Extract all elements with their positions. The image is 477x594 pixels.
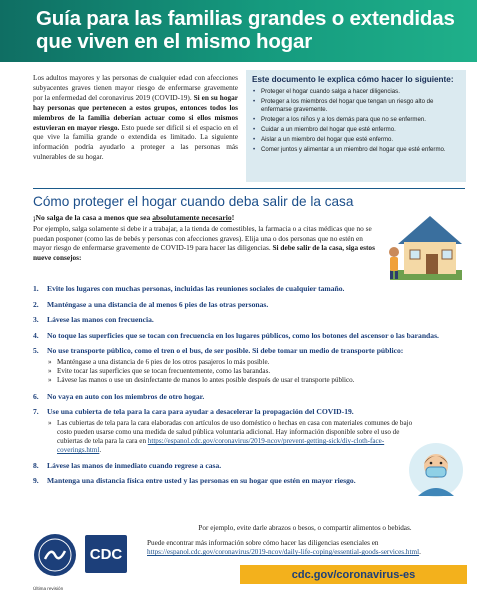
tip-text: No toque las superficies que se tocan con frecuencia en los lugares públicos, como los botones del ascensor o las barandas.: [47, 330, 439, 340]
intro-text: Los adultos mayores y las personas de cualquier edad con afecciones subyacentes graves tienen mayor riesgo de enfermarse gravemente por la enfermedad del coronavirus 2019 (COVID-19).: [33, 73, 238, 102]
face-covering-text: Las cubiertas de tela para la cara elaboradas con artículos de uso doméstico o hechas en casa con materiales comunes de bajo costo pueden usarse como una medida de salud pública voluntaria adicional. Hay información disponible sobre el uso de cubiertas de tela para la cara en: [57, 418, 413, 446]
essential-goods-link[interactable]: https://espanol.cdc.gov/coronavirus/2019-ncov/daily-life-coping/essential-goods-services.html: [147, 548, 420, 557]
summary-item: • Proteger a los niños y a los demás para que no se enfermen.: [261, 116, 460, 124]
warning-end: !: [231, 213, 235, 222]
document-summary-box: [246, 70, 466, 182]
warning-line: [33, 213, 373, 222]
warning-emphasis: absolutamente necesario: [152, 213, 232, 222]
tip-text: Mantenga una distancia física entre usted y las personas en su hogar que estén en mayor riesgo.: [47, 476, 356, 486]
tip-item: [33, 346, 443, 385]
tip-item: [33, 284, 443, 294]
section-title: Cómo proteger el hogar cuando deba salir de la casa: [33, 194, 354, 209]
summary-heading: Este documento le explica cómo hacer lo siguiente:: [252, 75, 454, 84]
summary-item: • Aislar a un miembro del hogar que esté enfermo.: [261, 136, 460, 144]
tip-number: 5.: [33, 346, 39, 356]
cdc-url-badge[interactable]: [240, 565, 467, 584]
tip-subitem: » Lávese las manos o use un desinfectante de manos lo antes posible después de usar el transporte público.: [57, 376, 443, 385]
tip-number: 2.: [33, 299, 39, 309]
summary-item: • Proteger el hogar cuando salga a hacer diligencias.: [261, 88, 460, 96]
tip-item: [33, 331, 443, 341]
intro-text-end: Esto puede ser difícil si el espacio en el que vive la familia grande o extendida es limitado. La siguiente información podría ayudarlo a proteger a las personas más vulnerables de su hogar.: [33, 122, 239, 162]
face-covering-end: .: [99, 446, 102, 455]
tip-number: 8.: [33, 460, 39, 470]
intro-bold-text: Si en su hogar hay personas que pertenecen a estos grupos, entonces todos los miembros de la familia deberían actuar como si ellos mismos estuvieran en mayor riesgo.: [33, 92, 239, 132]
fine-print: Última revisión: [33, 586, 64, 591]
tip-item: [33, 461, 443, 471]
tip-sublist: [47, 358, 443, 386]
more-info-end: .: [419, 548, 421, 557]
more-info-text: Puede encontrar más información sobre cómo hacer las diligencias esenciales en: [147, 539, 379, 547]
tip-text: Lávese las manos de inmediato cuando regrese a casa.: [47, 460, 222, 470]
face-covering-link[interactable]: https://espanol.cdc.gov/coronavirus/2019-ncov/prevent-getting-sick/diy-cloth-face-coverings.html: [57, 437, 385, 455]
masked-person-illustration: [408, 442, 464, 498]
tip-number: 4.: [33, 330, 39, 340]
errands-paragraph: [33, 224, 383, 262]
hhs-seal-icon: [33, 533, 77, 577]
tip-item: [33, 407, 443, 455]
tip-item: [33, 315, 443, 325]
footer-example: Por ejemplo, evite darle abrazos o besos, o compartir alimentos o bebidas.: [198, 524, 412, 532]
tip-item: [33, 300, 443, 310]
tip-number: 6.: [33, 391, 39, 401]
house-illustration: [380, 208, 468, 286]
tip-number: 7.: [33, 407, 39, 417]
tip-number: 3.: [33, 315, 39, 325]
page-title: Guía para las familias grandes o extendidas que viven en el mismo hogar: [36, 7, 455, 53]
tip-item: [33, 476, 443, 486]
tip-number: 9.: [33, 476, 39, 486]
section-divider: [33, 188, 465, 189]
summary-item: • Proteger a los miembros del hogar que tengan un riesgo alto de enfermarse gravemente.: [261, 98, 460, 115]
errands-text: Por ejemplo, salga solamente si debe ir a trabajar, a la tienda de comestibles, la farmacia o a citas médicas que no se puedan posponer (como las de bebés y personas con afecciones graves). Elija una o dos personas que no estén en mayor riesgo de enfermarse gravemente de COVID-19 para hacer las diligencias.: [33, 224, 372, 253]
logos: [33, 529, 133, 579]
summary-item: • Comer juntos y alimentar a un miembro del hogar que esté enfermo.: [261, 146, 460, 154]
header-banner: [0, 0, 477, 62]
tip-text: No use transporte público, como el tren o el bus, de ser posible. Si debe tomar un medio de transporte público:: [47, 346, 404, 356]
tip-subitem: » Manténgase a una distancia de 6 pies de los otros pasajeros lo más posible.: [57, 358, 443, 367]
tip-subitem: » Evite tocar las superficies que se tocan frecuentemente, como las barandas.: [57, 367, 443, 376]
warning-text: ¡No salga de la casa a menos que sea: [33, 213, 153, 222]
url-badge-text: cdc.gov/coronavirus-es: [291, 568, 416, 581]
tips-list: [33, 284, 443, 486]
tip-sublist: [47, 419, 417, 456]
errands-bold-text: Si debe salir de la casa, siga estos nueve consejos:: [33, 243, 375, 262]
more-info: [147, 539, 467, 558]
tip-text: No vaya en auto con los miembros de otro hogar.: [47, 391, 205, 401]
tip-text: Manténgase a una distancia de al menos 6 pies de las otras personas.: [47, 299, 269, 309]
cdc-logo-text: CDC: [89, 545, 123, 563]
cdc-logo: [85, 535, 127, 573]
tip-subitem: [57, 419, 417, 456]
summary-item: • Cuidar a un miembro del hogar que esté enfermo.: [261, 126, 460, 134]
intro-paragraph: [33, 73, 238, 162]
tip-item: [33, 392, 443, 402]
tip-text: Lávese las manos con frecuencia.: [47, 315, 154, 325]
tip-number: 1.: [33, 284, 39, 293]
summary-list: [252, 88, 460, 154]
tip-text: Evite los lugares con muchas personas, incluidas las reuniones sociales de cualquier tamaño.: [47, 284, 345, 293]
tip-text: Use una cubierta de tela para la cara para ayudar a desacelerar la propagación del COVID-19.: [47, 407, 354, 417]
